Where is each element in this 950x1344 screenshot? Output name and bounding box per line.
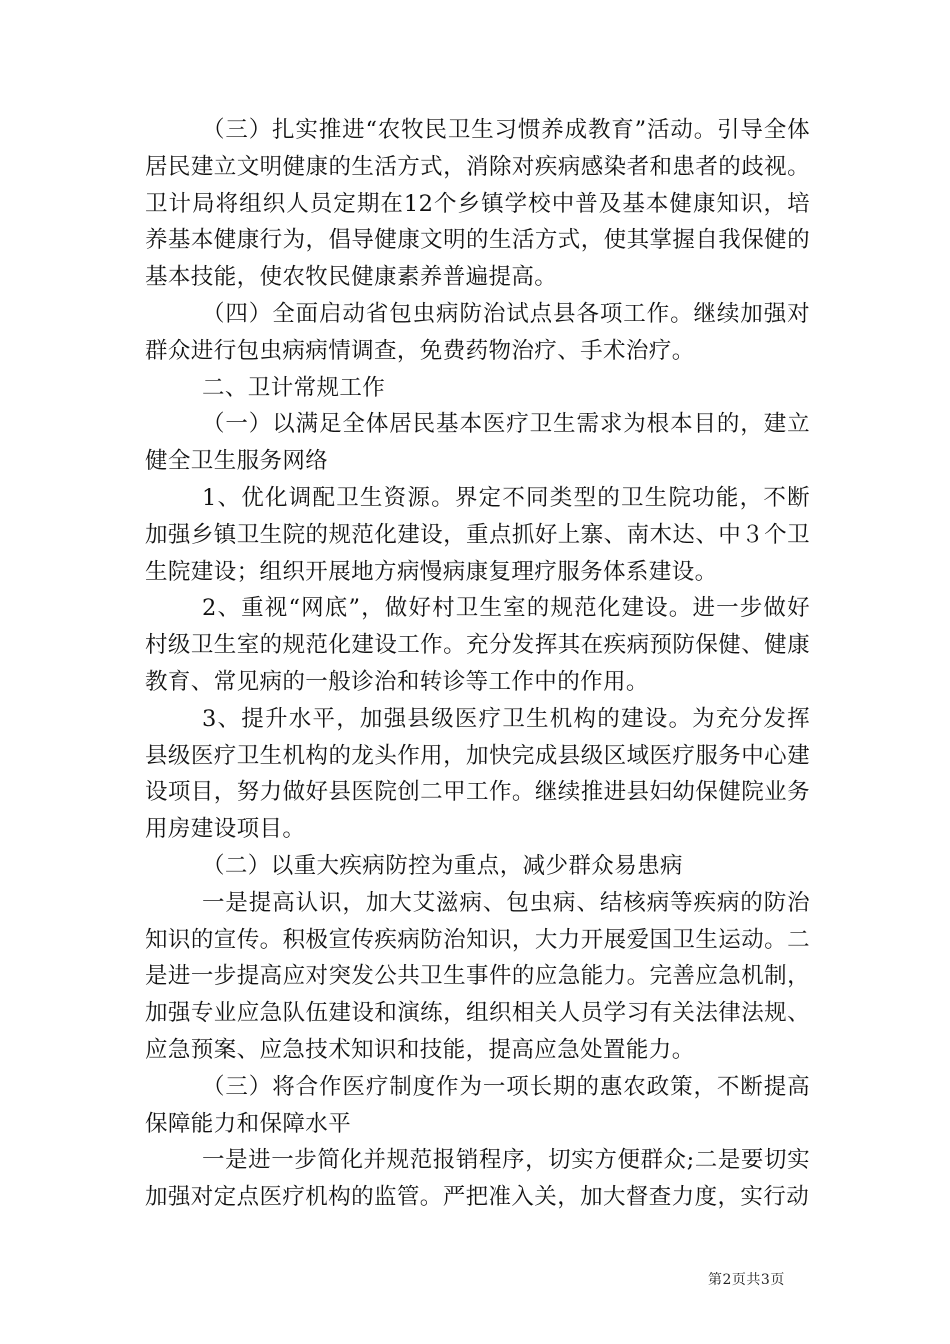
paragraph-service-network: （一）以满足全体居民基本医疗卫生需求为根本目的，建立健全卫生服务网络	[145, 411, 810, 475]
paragraph-item-1: 1、优化调配卫生资源。界定不同类型的卫生院功能，不断加强乡镇卫生院的规范化建设，重点抓好上寨、南木达、中３个卫生院建设；组织开展地方病慢病康复理疗服务体系建设。	[145, 484, 810, 585]
paragraph-item-2: 2、重视“网底”，做好村卫生室的规范化建设。进一步做好村级卫生室的规范化建设工作。充分发挥其在疾病预防保健、健康教育、常见病的一般诊治和转诊等工作中的作用。	[145, 595, 810, 695]
paragraph-item-3: 3、提升水平，加强县级医疗卫生机构的建设。为充分发挥县级医疗卫生机构的龙头作用，加快完成县级区域医疗服务中心建设项目，努力做好县医院创二甲工作。继续推进县妇幼保健院业务用房建设项目。	[145, 705, 810, 843]
paragraph-disease-control-heading: （二）以重大疾病防控为重点，减少群众易患病	[202, 852, 683, 879]
paragraph-hydatid-pilot: （四）全面启动省包虫病防治试点县各项工作。继续加强对群众进行包虫病病情调查，免费药物治疗、手术治疗。	[145, 300, 810, 364]
paragraph-cooperative-medical-body: 一是进一步简化并规范报销程序，切实方便群众;二是要切实加强对定点医疗机构的监管。严把准入关，加大督查力度，实行动	[145, 1147, 810, 1211]
page-number: 第2页共3页	[708, 1272, 785, 1288]
section-heading-routine-work: 二、卫计常规工作	[202, 374, 386, 401]
paragraph-disease-control-body: 一是提高认识，加大艾滋病、包虫病、结核病等疾病的防治知识的宣传。积极宣传疾病防治知识，大力开展爱国卫生运动。二是进一步提高应对突发公共卫生事件的应急能力。完善应急机制，加强专业应急队伍建设和演练，组织相关人员学习有关法律法规、应急预案、应急技术知识和技能，提高应急处置能力。	[145, 889, 810, 1063]
paragraph-health-habits-campaign: （三）扎实推进“农牧民卫生习惯养成教育”活动。引导全体居民建立文明健康的生活方式，消除对疾病感染者和患者的歧视。卫计局将组织人员定期在12个乡镇学校中普及基本健康知识，培养基本健康行为，倡导健康文明的生活方式，使其掌握自我保健的基本技能，使农牧民健康素养普遍提高。	[145, 117, 810, 291]
paragraph-cooperative-medical-heading: （三）将合作医疗制度作为一项长期的惠农政策，不断提高保障能力和保障水平	[145, 1073, 810, 1137]
document-body	[145, 112, 810, 1216]
